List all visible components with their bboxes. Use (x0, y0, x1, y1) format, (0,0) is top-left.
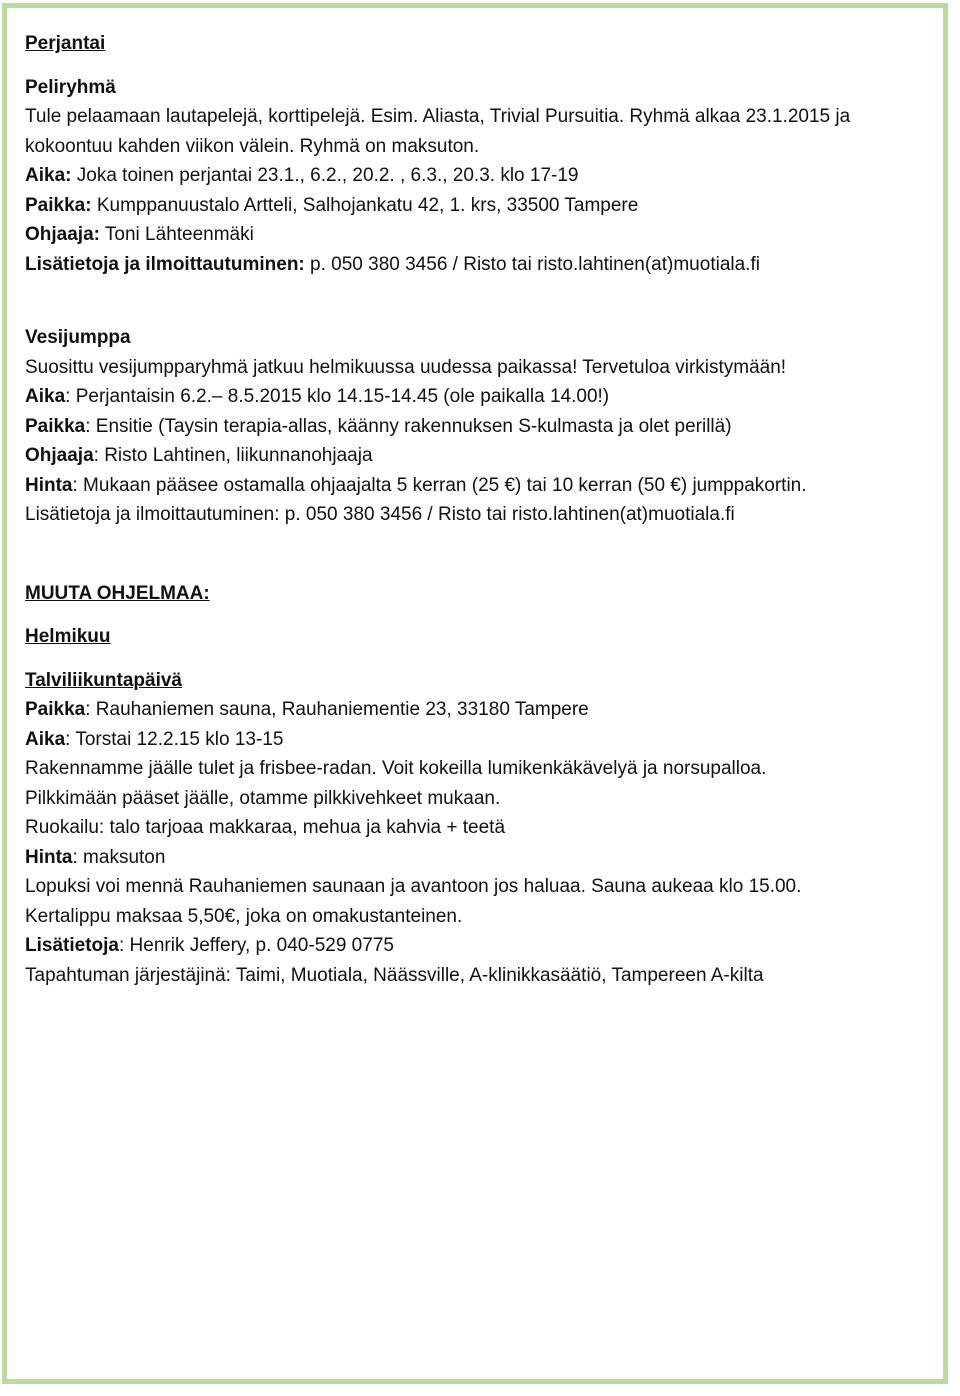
board-games-title: Peliryhmä (25, 76, 116, 98)
board-games-desc-2: kokoontuu kahden viikon välein. Ryhmä on maksuton. (25, 135, 480, 157)
place-value: : Rauhaniemen sauna, (85, 699, 282, 720)
info-label: Lisätietoja ja ilmoittautuminen: (25, 253, 305, 275)
board-games-desc-1: Tule pelaamaan lautapelejä, korttipelejä. Esim. Aliasta, Trivial Pursuitia. Ryhmä alkaa 23.1.2015 ja (25, 106, 851, 127)
info-value: p. 050 380 3456 / Risto tai risto.lahtinen(at)muotiala.fi (304, 253, 760, 275)
water-gym-info: Lisätietoja ja ilmoittautuminen: p. 050 380 3456 / Risto tai risto.lahtinen(at)muotiala.fi (25, 504, 735, 525)
water-gym-place (25, 412, 925, 442)
place-label: Paikka (25, 699, 86, 720)
time-value: : Torstai 12.2.15 klo 13-15 (65, 728, 284, 750)
winter-day-line-4: Lopuksi voi mennä Rauhaniemen saunaan ja avantoon jos haluaa. Sauna aukeaa klo 15.00. (25, 876, 802, 897)
place-value: Kumppanuustalo Artteli, Salhojankatu 42, 1. krs, 33500 Tampere (91, 194, 639, 216)
board-games-place (25, 191, 925, 221)
leader-value: : Risto Lahtinen, liikunnanohjaaja (93, 445, 373, 466)
winter-day-time (25, 725, 925, 755)
price-value: : maksuton (72, 846, 166, 868)
price-label: Hinta (25, 474, 73, 496)
water-gym-price (25, 471, 925, 501)
winter-day-price (25, 843, 925, 873)
winter-day-organizers: Tapahtuman järjestäjinä: Taimi, Muotiala, Näässville, A-klinikkasäätiö, Tampereen A-kilta (25, 964, 764, 986)
info-value: : Henrik Jeffery, p. 040-529 0775 (118, 935, 394, 956)
leader-value: Toni Lähteenmäki (99, 224, 254, 245)
winter-day-info (25, 931, 925, 961)
document-content (25, 29, 925, 990)
water-gym-leader (25, 441, 925, 471)
winter-day-line-3: Ruokailu: talo tarjoaa makkaraa, mehua ja kahvia + teetä (25, 817, 506, 838)
month-heading: Helmikuu (25, 626, 111, 647)
time-label: Aika (25, 728, 66, 750)
price-value: : Mukaan pääsee ostamalla ohjaajalta 5 kerran (25 €) tai 10 kerran (50 €) jumppakortin. (72, 474, 807, 496)
winter-day-line-1: Rakennamme jäälle tulet ja frisbee-radan. Voit kokeilla lumikenkäkävelyä ja norsupalloa. (25, 758, 767, 779)
place-label: Paikka (25, 415, 86, 437)
water-gym-title: Vesijumppa (25, 327, 131, 348)
info-label: Lisätietoja (25, 935, 119, 956)
winter-day-line-5: Kertalippu maksaa 5,50€, joka on omakustanteinen. (25, 905, 463, 927)
winter-day-place (25, 695, 925, 725)
water-gym-desc: Suosittu vesijumpparyhmä jatkuu helmikuussa uudessa paikassa! Tervetuloa virkistymään! (25, 356, 787, 378)
time-value: Joka toinen perjantai 23.1., 6.2., 20.2. , 6.3., 20.3. klo 17-19 (71, 165, 579, 186)
water-gym-time (25, 382, 925, 412)
leader-label: Ohjaaja (25, 445, 94, 466)
other-program-heading: MUUTA OHJELMAA: (25, 582, 210, 604)
place-label: Paikka: (25, 194, 92, 216)
board-games-time (25, 161, 925, 191)
place-value: : Ensitie (Taysin terapia-allas, käänny rakennuksen S-kulmasta ja olet perillä) (85, 415, 732, 437)
winter-day-title: Talviliikuntapäivä (25, 669, 182, 691)
board-games-leader (25, 220, 925, 250)
winter-day-line-2: Pilkkimään pääset jäälle, otamme pilkkivehkeet mukaan. (25, 787, 501, 809)
board-games-info (25, 250, 925, 280)
time-value: : Perjantaisin 6.2.– 8.5.2015 klo 14.15-14.45 (ole paikalla 14.00!) (65, 386, 610, 407)
place-address: Rauhaniementie 23, 33180 Tampere (281, 699, 589, 720)
document-page (2, 3, 948, 1384)
time-label: Aika (25, 386, 66, 407)
price-label: Hinta (25, 846, 73, 868)
time-label: Aika: (25, 165, 72, 186)
leader-label: Ohjaaja: (25, 224, 100, 245)
friday-heading: Perjantai (25, 33, 106, 54)
